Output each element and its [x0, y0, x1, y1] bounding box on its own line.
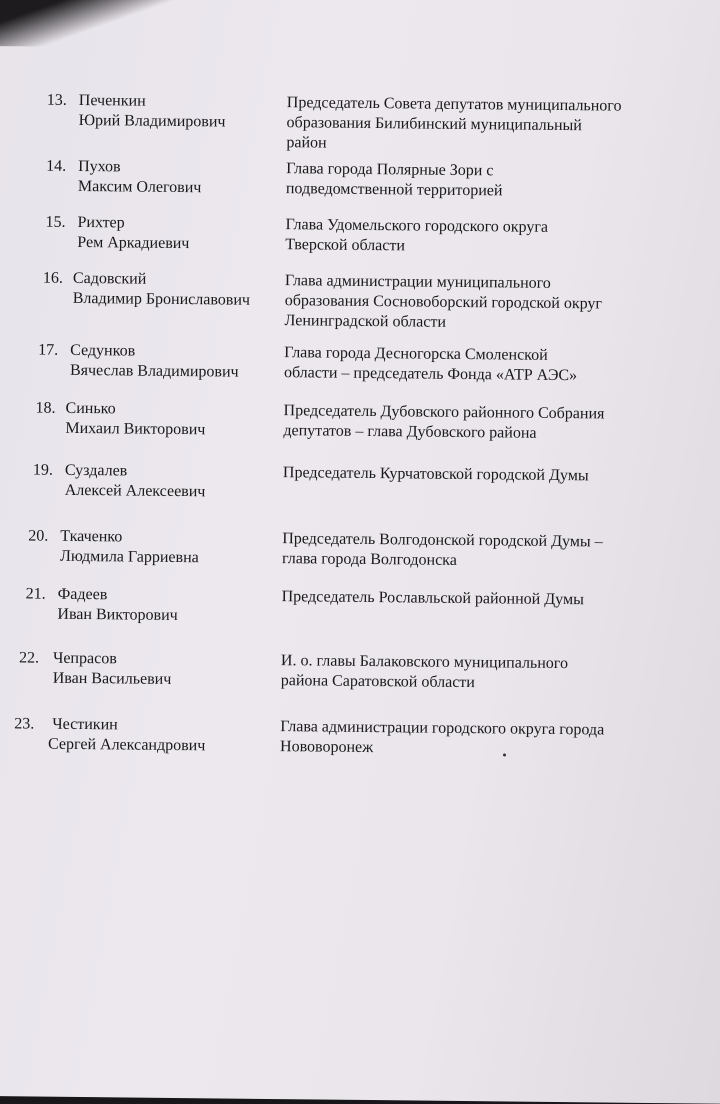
given-names: Иван Васильевич [52, 669, 172, 688]
given-names: Сергей Александрович [47, 735, 206, 755]
surname: Седунков [70, 341, 136, 360]
surname: Садовский [72, 269, 147, 288]
list-item [0, 584, 704, 625]
surname: Честикин [52, 715, 118, 734]
list-item [0, 340, 706, 385]
page-corner-shadow [0, 0, 190, 48]
position-text [282, 587, 682, 611]
list-item [0, 268, 707, 331]
position-text [281, 651, 681, 695]
position-text [282, 529, 682, 573]
position-text [286, 159, 686, 203]
list-item [0, 526, 704, 569]
position-line: район [286, 134, 327, 152]
surname: Ткаченко [60, 527, 123, 546]
item-number: 18. [35, 399, 56, 417]
position-line: Глава Удомельского городского округа [285, 216, 549, 236]
surname: Чепрасов [52, 649, 117, 668]
given-names: Михаил Викторович [65, 419, 206, 439]
surname: Синько [65, 399, 116, 418]
list-item [0, 460, 705, 501]
position-text [285, 215, 685, 259]
position-line: Глава администрации муниципального [284, 272, 551, 292]
position-line: области – председатель Фонда «АТР АЭС» [283, 364, 578, 385]
position-text [284, 343, 684, 387]
person-name [60, 527, 199, 568]
list-item [0, 714, 702, 757]
position-line: Глава города Полярные Зори с [286, 160, 494, 180]
surname: Фадеев [57, 585, 108, 604]
position-text [283, 463, 683, 487]
position-line: Глава города Десногорска Смоленской [284, 344, 548, 364]
position-line: Глава администрации городского округа города [280, 718, 605, 739]
surname: Суздалев [64, 461, 128, 480]
item-number: 16. [42, 269, 64, 287]
given-names: Юрий Владимирович [78, 111, 226, 131]
person-name [65, 399, 205, 440]
position-text [284, 271, 685, 335]
position-line: глава города Волгодонска [281, 550, 457, 569]
surname: Рихтер [77, 213, 125, 232]
item-number: 14. [46, 157, 67, 175]
list-item [0, 156, 708, 200]
list-item [0, 212, 708, 255]
given-names: Максим Олегович [77, 177, 202, 197]
item-number: 15. [45, 213, 66, 231]
position-text [286, 93, 687, 157]
position-line: подведомственной территорией [285, 180, 503, 200]
item-number: 19. [32, 461, 54, 479]
person-name [70, 341, 239, 383]
person-name [78, 157, 202, 198]
list-item [0, 648, 703, 692]
list-item [0, 398, 706, 442]
item-number: 20. [28, 527, 49, 545]
position-line: образования Сосновоборский городской округ [284, 292, 603, 313]
item-number: 22. [18, 649, 40, 667]
given-names: Вячеслав Владимирович [69, 361, 239, 381]
person-name [73, 269, 251, 311]
person-name [53, 649, 172, 690]
surname: Пухов [78, 157, 121, 176]
position-line: Тверской области [285, 236, 406, 255]
person-name [65, 461, 206, 502]
item-number: 13. [46, 91, 67, 109]
person-name [79, 91, 226, 133]
item-number: 23. [14, 715, 35, 733]
person-name [77, 213, 189, 254]
list-item [0, 90, 709, 152]
position-text [283, 401, 683, 445]
given-names: Иван Викторович [57, 605, 178, 625]
surname: Печенкин [78, 91, 146, 110]
given-names: Владимир Брониславович [72, 289, 251, 309]
person-name [57, 585, 178, 626]
position-line: образования Билибинский муниципальный [286, 114, 582, 135]
position-text [280, 717, 680, 761]
position-line: Председатель Дубовского районного Собрания [283, 402, 605, 423]
position-line: Ленинградской области [284, 312, 447, 331]
position-line: Председатель Рославльской районной Думы [281, 588, 584, 609]
item-number: 21. [25, 585, 46, 603]
position-line: Председатель Курчатовской городской Думы [282, 464, 589, 485]
bleed-through-text [39, 127, 688, 1034]
given-names: Алексей Алексеевич [64, 481, 206, 501]
position-line: района Саратовской области [280, 672, 475, 692]
position-line: И. о. главы Балаковского муниципального [280, 652, 569, 673]
position-line: депутатов – глава Дубовского района [283, 422, 537, 442]
position-line: Нововоронеж [279, 738, 374, 757]
position-line: Председатель Совета депутатов муниципального [286, 94, 622, 115]
given-names: Рем Аркадиевич [77, 233, 190, 253]
item-number: 17. [38, 341, 59, 359]
ink-dot [503, 753, 506, 756]
person-name [48, 715, 206, 757]
position-line: Председатель Волгодонской городской Думы – [282, 530, 603, 551]
given-names: Людмила Гарриевна [59, 547, 199, 567]
